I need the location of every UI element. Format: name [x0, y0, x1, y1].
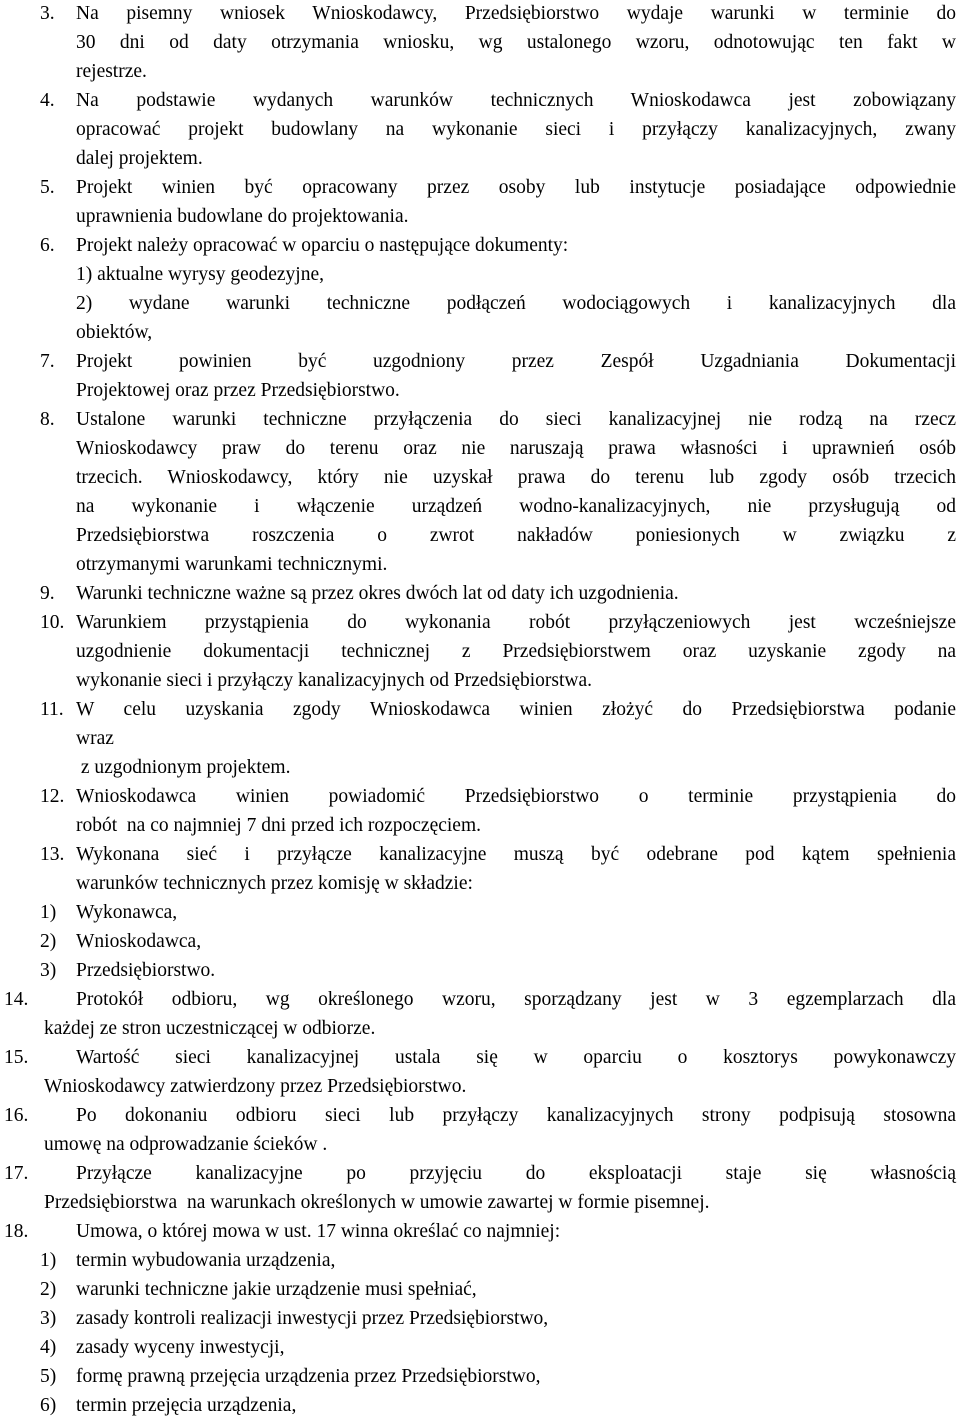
text-line: Projekt winien być opracowany przez osoby lub instytucje posiadające odpowiednie: [76, 177, 956, 198]
subitem-text: termin wybudowania urządzenia,: [76, 1250, 336, 1271]
subitem-text: zasady wyceny inwestycji,: [76, 1337, 285, 1358]
text-line: z uzgodnionym projektem.: [76, 757, 291, 778]
item-number: 17.: [4, 1163, 29, 1184]
text-line: Wykonana sieć i przyłącze kanalizacyjne muszą być odebrane pod kątem spełnienia: [76, 844, 956, 865]
text-line: Projekt powinien być uzgodniony przez Zespół Uzgadniania Dokumentacji: [76, 351, 956, 372]
text-line: Przedsiębiorstwa roszczenia o zwrot nakładów poniesionych w związku z: [76, 525, 956, 546]
text-line: Umowa, o której mowa w ust. 17 winna określać co najmniej:: [76, 1221, 561, 1242]
subitem-number: 4): [40, 1337, 57, 1358]
text-line: każdej ze stron uczestniczącej w odbiorze.: [44, 1018, 376, 1039]
subitem-number: 2): [40, 931, 57, 952]
text-line: umowę na odprowadzanie ścieków .: [44, 1134, 328, 1155]
text-line: Wnioskodawcy praw do terenu oraz nie naruszają prawa własności i uprawnień osób: [76, 438, 956, 459]
item-number: 8.: [40, 409, 55, 430]
text-line: Wartość sieci kanalizacyjnej ustala się w oparciu o kosztorys powykonawczy: [76, 1047, 956, 1068]
text-line: otrzymanymi warunkami technicznymi.: [76, 554, 388, 575]
subitem-text: termin przejęcia urządzenia,: [76, 1395, 297, 1416]
subitem-number: 3): [40, 1308, 57, 1329]
subitem-text: warunki techniczne jakie urządzenie musi spełniać,: [76, 1279, 477, 1300]
text-line: na wykonanie i włączenie urządzeń wodno-kanalizacyjnych, nie przysługują od: [76, 496, 956, 517]
subitem-text: zasady kontroli realizacji inwestycji przez Przedsiębiorstwo,: [76, 1308, 549, 1329]
item-number: 4.: [40, 90, 55, 111]
text-line: W celu uzyskania zgody Wnioskodawca winien złożyć do Przedsiębiorstwa podanie: [76, 699, 956, 720]
text-line: wraz: [76, 728, 114, 749]
text-line: 1) aktualne wyrysy geodezyjne,: [76, 264, 324, 285]
item-number: 9.: [40, 583, 55, 604]
text-line: Przedsiębiorstwa na warunkach określonych w umowie zawartej w formie pisemnej.: [44, 1192, 710, 1213]
subitem-text: formę prawną przejęcia urządzenia przez Przedsiębiorstwo,: [76, 1366, 541, 1387]
item-number: 12.: [40, 786, 65, 807]
text-line: Warunki techniczne ważne są przez okres dwóch lat od daty ich uzgodnienia.: [76, 583, 679, 604]
subitem-number: 3): [40, 960, 57, 981]
item-number: 15.: [4, 1047, 29, 1068]
subitem-number: 5): [40, 1366, 57, 1387]
item-number: 7.: [40, 351, 55, 372]
subitem-text: Wnioskodawca,: [76, 931, 202, 952]
item-number: 5.: [40, 177, 55, 198]
text-line: Przyłącze kanalizacyjne po przyjęciu do eksploatacji staje się własnością: [76, 1163, 956, 1184]
text-line: uprawnienia budowlane do projektowania.: [76, 206, 409, 227]
text-line: uzgodnienie dokumentacji technicznej z Przedsiębiorstwem oraz uzyskanie zgody na: [76, 641, 956, 662]
text-line: Na pisemny wniosek Wnioskodawcy, Przedsiębiorstwo wydaje warunki w terminie do: [76, 3, 956, 24]
text-line: Warunkiem przystąpienia do wykonania robót przyłączeniowych jest wcześniejsze: [76, 612, 956, 633]
text-line: rejestrze.: [76, 61, 147, 82]
subitem-text: Wykonawca,: [76, 902, 178, 923]
text-line: Na podstawie wydanych warunków technicznych Wnioskodawca jest zobowiązany: [76, 90, 956, 111]
text-line: 30 dni od daty otrzymania wniosku, wg ustalonego wzoru, odnotowując ten fakt w: [76, 32, 956, 53]
text-line: Wnioskodawcy zatwierdzony przez Przedsiębiorstwo.: [44, 1076, 467, 1097]
text-line: trzecich. Wnioskodawcy, który nie uzyskał prawa do terenu lub zgody osób trzecich: [76, 467, 956, 488]
item-number: 3.: [40, 3, 55, 24]
item-number: 18.: [4, 1221, 29, 1242]
subitem-number: 1): [40, 902, 57, 923]
text-line: 2) wydane warunki techniczne podłączeń wodociągowych i kanalizacyjnych dla: [76, 293, 956, 314]
item-number: 6.: [40, 235, 55, 256]
subitem-number: 2): [40, 1279, 57, 1300]
subitem-text: Przedsiębiorstwo.: [76, 960, 216, 981]
subitem-number: 1): [40, 1250, 57, 1271]
text-line: dalej projektem.: [76, 148, 203, 169]
text-line: Po dokonaniu odbioru sieci lub przyłączy kanalizacyjnych strony podpisują stosowna: [76, 1105, 956, 1126]
item-number: 11.: [40, 699, 64, 720]
text-line: robót na co najmniej 7 dni przed ich rozpoczęciem.: [76, 815, 482, 836]
text-line: wykonanie sieci i przyłączy kanalizacyjnych od Przedsiębiorstwa.: [76, 670, 593, 691]
item-number: 10.: [40, 612, 65, 633]
text-line: opracować projekt budowlany na wykonanie sieci i przyłączy kanalizacyjnych, zwany: [76, 119, 956, 140]
text-line: warunków technicznych przez komisję w składzie:: [76, 873, 473, 894]
text-line: Projektowej oraz przez Przedsiębiorstwo.: [76, 380, 400, 401]
item-number: 13.: [40, 844, 65, 865]
text-line: Wnioskodawca winien powiadomić Przedsiębiorstwo o terminie przystąpienia do: [76, 786, 956, 807]
text-line: Projekt należy opracować w oparciu o następujące dokumenty:: [76, 235, 569, 256]
item-number: 16.: [4, 1105, 29, 1126]
item-number: 14.: [4, 989, 29, 1010]
text-line: Protokół odbioru, wg określonego wzoru, sporządzany jest w 3 egzemplarzach dla: [76, 989, 956, 1010]
subitem-number: 6): [40, 1395, 57, 1416]
text-line: Ustalone warunki techniczne przyłączenia do sieci kanalizacyjnej nie rodzą na rzecz: [76, 409, 956, 430]
text-line: obiektów,: [76, 322, 153, 343]
